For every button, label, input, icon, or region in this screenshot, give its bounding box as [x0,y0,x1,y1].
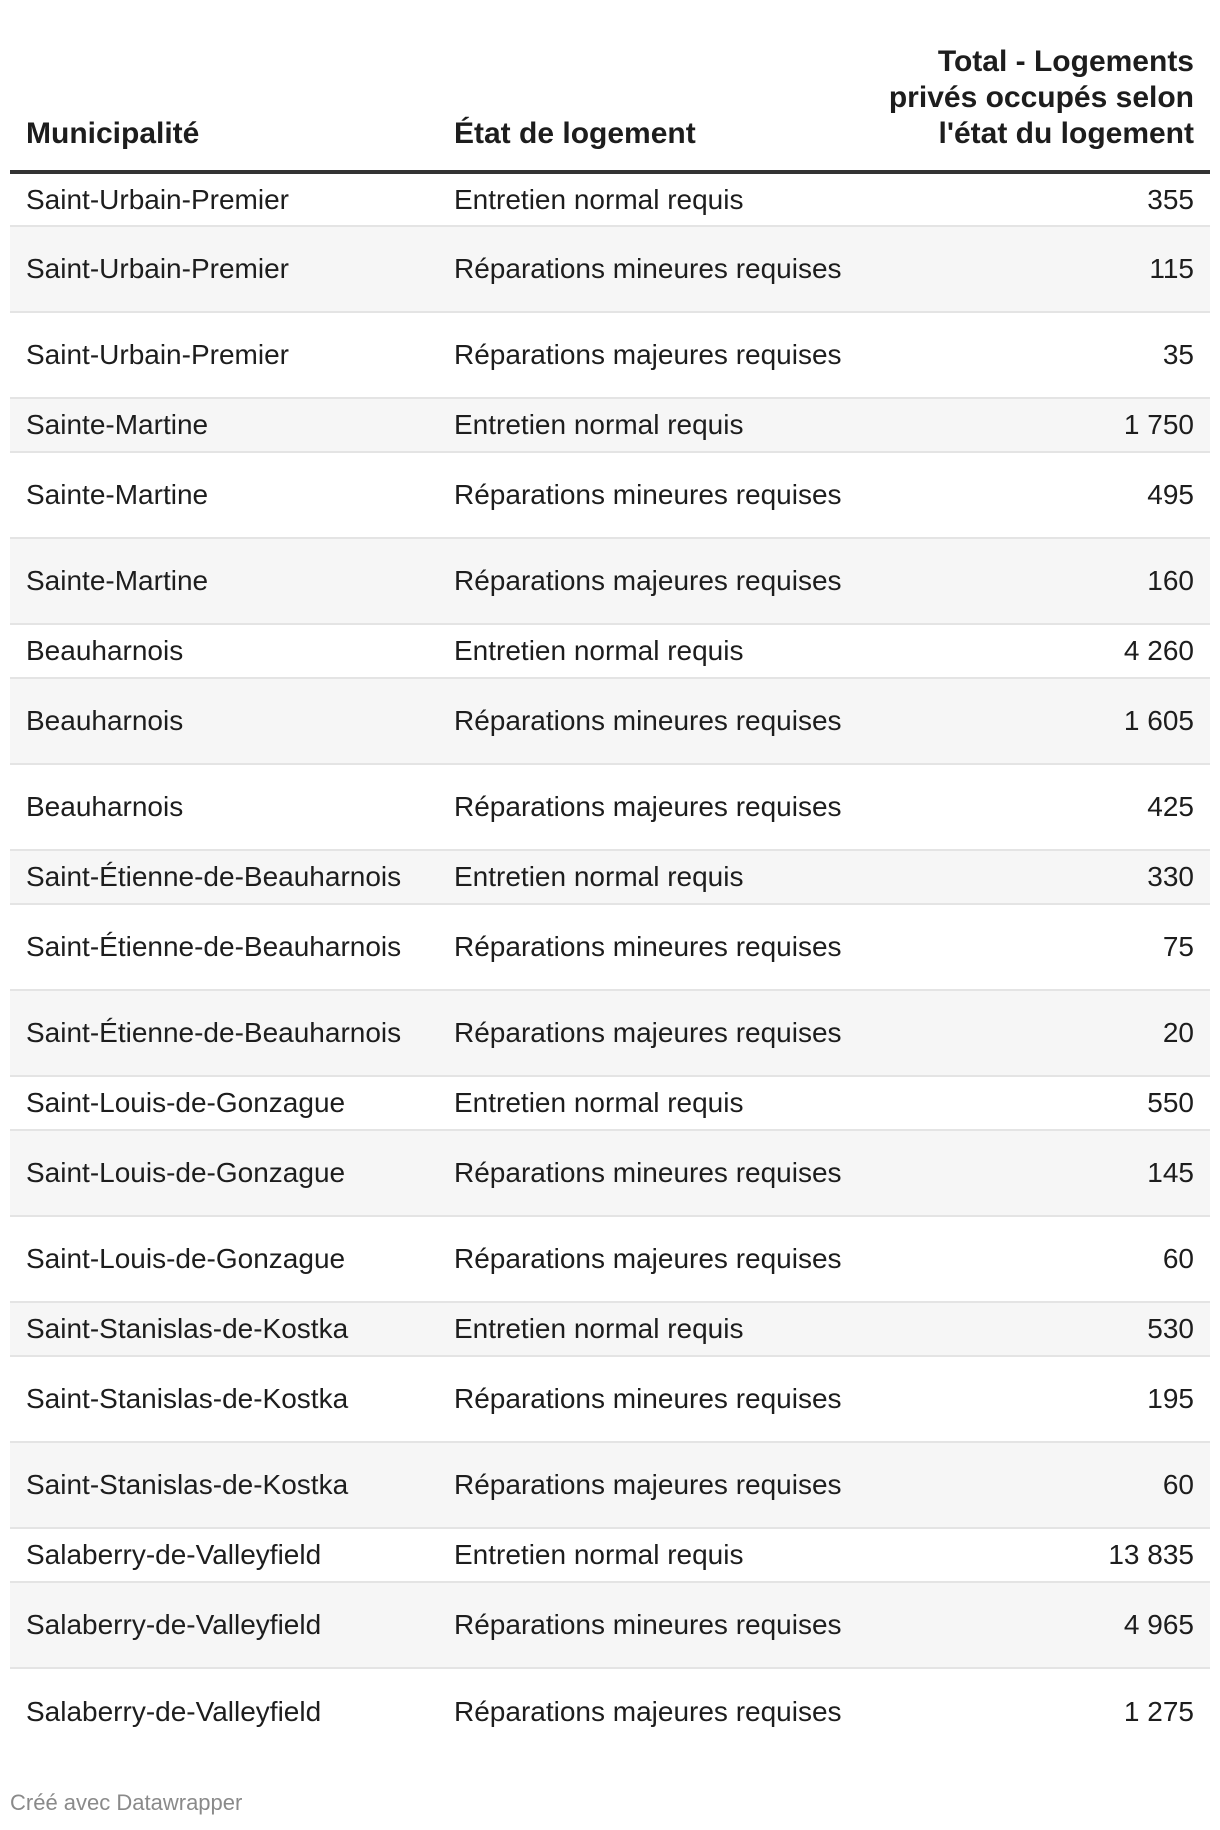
cell-etat: Réparations mineures requises [438,678,866,764]
table-row [10,850,1210,904]
cell-total: 115 [866,226,1210,312]
cell-etat: Entretien normal requis [438,1302,866,1356]
cell-total: 530 [866,1302,1210,1356]
cell-municipalite: Saint-Stanislas-de-Kostka [10,1302,438,1356]
cell-municipalite: Salaberry-de-Valleyfield [10,1582,438,1668]
table-row [10,538,1210,624]
cell-etat: Réparations mineures requises [438,226,866,312]
cell-etat: Réparations mineures requises [438,904,866,990]
table-row [10,678,1210,764]
cell-municipalite: Beauharnois [10,678,438,764]
cell-municipalite: Saint-Louis-de-Gonzague [10,1076,438,1130]
cell-total: 160 [866,538,1210,624]
table-row [10,1528,1210,1582]
table-row [10,452,1210,538]
column-header-etat[interactable]: État de logement [438,0,866,172]
cell-municipalite: Salaberry-de-Valleyfield [10,1528,438,1582]
cell-etat: Réparations majeures requises [438,990,866,1076]
cell-total: 330 [866,850,1210,904]
cell-total: 4 260 [866,624,1210,678]
table-row [10,1356,1210,1442]
table-row [10,1076,1210,1130]
table-row [10,1442,1210,1528]
cell-municipalite: Beauharnois [10,764,438,850]
cell-municipalite: Saint-Urbain-Premier [10,172,438,226]
table-row [10,226,1210,312]
table-row [10,1130,1210,1216]
cell-total: 1 275 [1123,1695,1194,1727]
cell-municipalite: Saint-Étienne-de-Beauharnois [10,850,438,904]
cell-total: 195 [866,1356,1210,1442]
cell-municipalite: Salaberry-de-Valleyfield [26,1695,322,1727]
cell-municipalite: Saint-Stanislas-de-Kostka [10,1356,438,1442]
column-header-total[interactable]: Total - Logements privés occupés selon l'état du logement [866,0,1210,172]
column-header-municipalite[interactable]: Municipalité [10,0,438,172]
cell-etat: Réparations mineures requises [438,1582,866,1668]
cell-municipalite: Saint-Étienne-de-Beauharnois [10,990,438,1076]
cell-etat: Entretien normal requis [438,1076,866,1130]
cell-etat: Entretien normal requis [438,850,866,904]
cell-total: 495 [866,452,1210,538]
table-row [10,1216,1210,1302]
cell-total: 60 [866,1216,1210,1302]
cell-etat: Réparations mineures requises [438,1356,866,1442]
table-row [10,990,1210,1076]
cell-etat: Réparations majeures requises [438,538,866,624]
table-row [10,1582,1210,1668]
cell-etat: Réparations majeures requises [454,1695,842,1727]
cell-etat: Entretien normal requis [438,398,866,452]
cell-etat: Réparations mineures requises [438,1130,866,1216]
table-row [10,1668,1210,1754]
cell-etat: Réparations majeures requises [438,1442,866,1528]
cell-total: 425 [866,764,1210,850]
cell-etat: Entretien normal requis [438,1528,866,1582]
cell-total: 35 [866,312,1210,398]
cell-municipalite: Saint-Étienne-de-Beauharnois [10,904,438,990]
cell-municipalite: Saint-Louis-de-Gonzague [10,1216,438,1302]
cell-etat: Réparations majeures requises [438,764,866,850]
cell-municipalite: Sainte-Martine [10,538,438,624]
cell-etat: Réparations mineures requises [438,452,866,538]
table-header-row [10,0,1210,172]
cell-municipalite: Sainte-Martine [10,452,438,538]
cell-municipalite: Saint-Urbain-Premier [10,312,438,398]
cell-etat: Réparations majeures requises [438,312,866,398]
cell-total: 550 [866,1076,1210,1130]
cell-municipalite: Saint-Urbain-Premier [10,226,438,312]
datawrapper-credit: Créé avec Datawrapper [10,1790,243,1815]
cell-etat: Réparations majeures requises [438,1216,866,1302]
cell-etat: Entretien normal requis [438,172,866,226]
cell-total: 355 [866,172,1210,226]
cell-total: 13 835 [866,1528,1210,1582]
table-row [10,398,1210,452]
cell-total: 60 [866,1442,1210,1528]
cell-etat: Entretien normal requis [438,624,866,678]
cell-municipalite: Saint-Louis-de-Gonzague [10,1130,438,1216]
cell-total: 1 750 [866,398,1210,452]
data-table [10,0,1210,1754]
table-row [10,172,1210,226]
table-body [10,172,1210,1754]
cell-total: 4 965 [866,1582,1210,1668]
cell-total: 20 [866,990,1210,1076]
cell-total: 75 [866,904,1210,990]
table-row [10,624,1210,678]
table-row [10,1302,1210,1356]
table-row [10,764,1210,850]
cell-municipalite: Saint-Stanislas-de-Kostka [10,1442,438,1528]
cell-total: 145 [866,1130,1210,1216]
cell-municipalite: Beauharnois [10,624,438,678]
table-row [10,312,1210,398]
cell-total: 1 605 [866,678,1210,764]
table-row [10,904,1210,990]
cell-municipalite: Sainte-Martine [10,398,438,452]
